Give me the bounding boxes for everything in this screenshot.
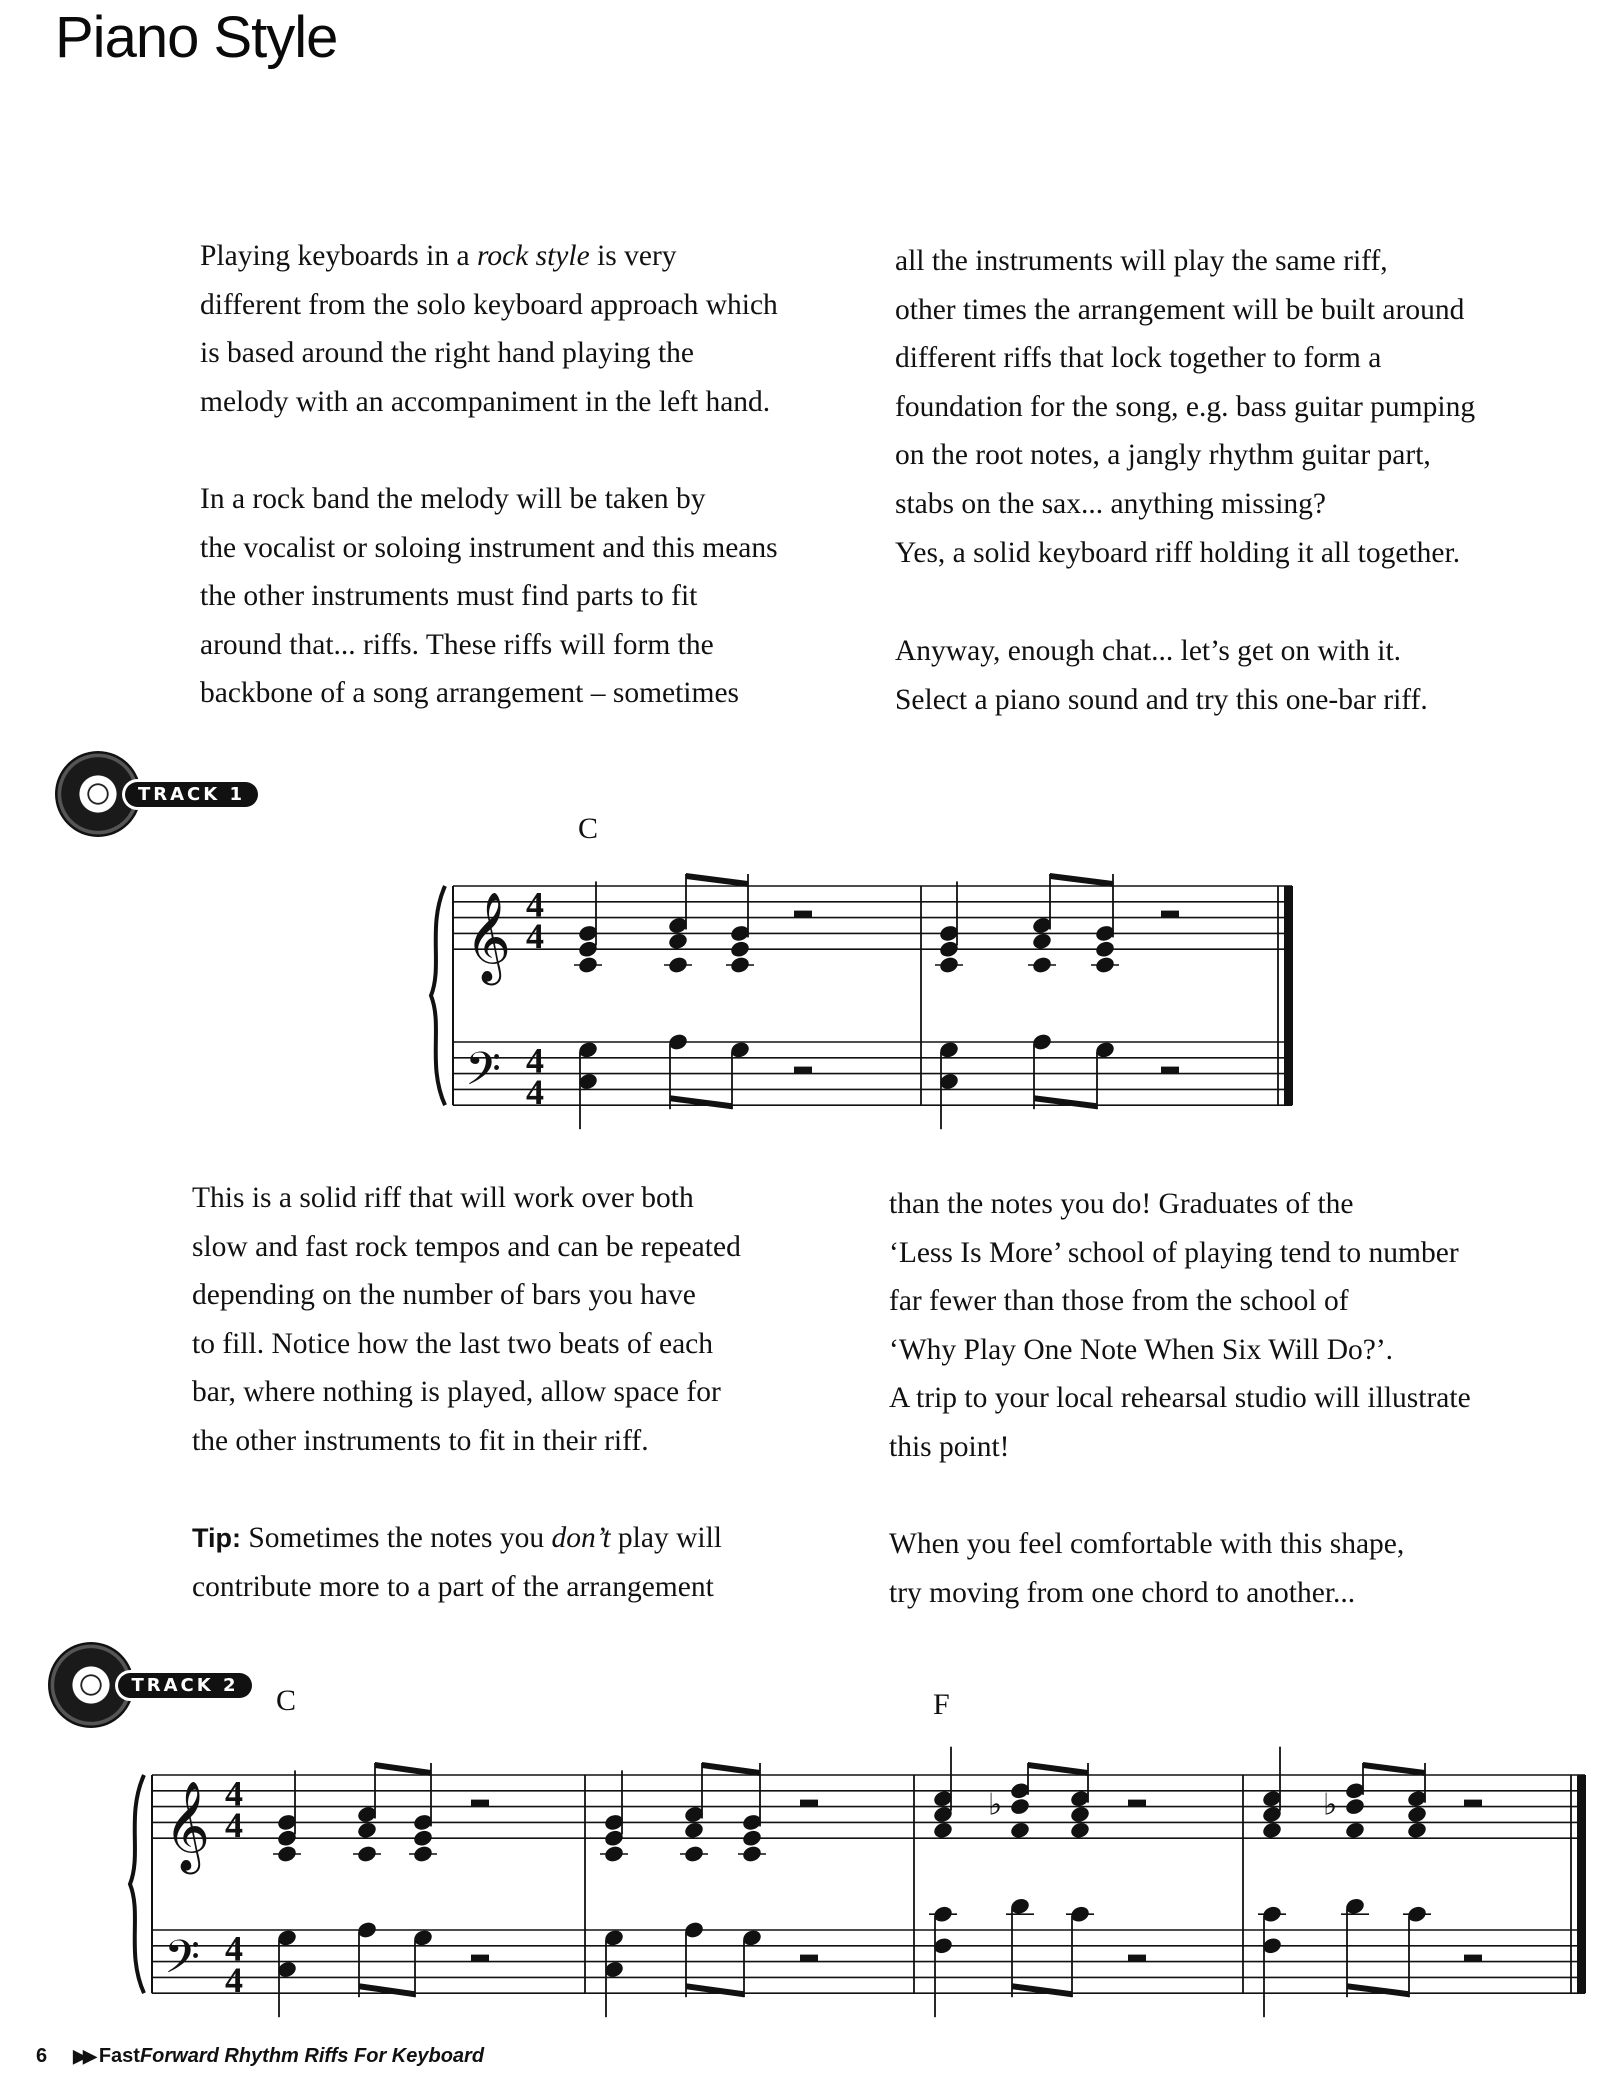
text-line: the vocalist or soloing instrument and this means [200, 531, 778, 564]
brand-name: Fast [98, 2045, 140, 2067]
text-line: depending on the number of bars you have [192, 1279, 696, 1312]
beam [702, 1762, 760, 1776]
beam [686, 873, 748, 887]
notehead [683, 1844, 705, 1864]
beam [1034, 1095, 1097, 1109]
final-barline-thick [1284, 886, 1293, 1105]
text-line: on the root notes, a jangly rhythm guitar part, [895, 439, 1431, 472]
chord-symbol: C [578, 812, 599, 845]
notehead [683, 1820, 705, 1840]
beam [1347, 1983, 1409, 1997]
half-rest [1161, 911, 1179, 918]
page-footer [36, 2045, 484, 2068]
text-run: Playing keyboards in a [200, 240, 477, 272]
notehead [356, 1844, 378, 1864]
half-rest [471, 1800, 489, 1807]
notehead [1009, 1797, 1031, 1817]
beam [1028, 1762, 1088, 1776]
text-run: Sometimes the notes you [241, 1522, 552, 1554]
notehead [667, 931, 689, 951]
beam [359, 1983, 415, 1997]
notehead [938, 955, 960, 975]
final-barline-thick [1577, 1775, 1586, 1993]
time-signature-numerator: 4 [225, 1773, 243, 1814]
page-title: Piano Style [55, 5, 338, 70]
half-rest [1464, 1800, 1482, 1807]
notehead [729, 955, 751, 975]
notehead [1031, 931, 1053, 951]
text-line: bar, where nothing is played, allow space for [192, 1376, 721, 1409]
text-line: Anyway, enough chat... let’s get on with it. [895, 635, 1402, 667]
text-line: When you feel comfortable with this shape, [889, 1528, 1405, 1560]
notehead [1069, 1805, 1091, 1825]
text-line: the other instruments must find parts to fit [200, 580, 698, 613]
emphasis-text: rock style [476, 240, 590, 272]
notehead [1094, 939, 1116, 959]
notehead [1344, 1820, 1366, 1840]
text-line: other times the arrangement will be built around [895, 293, 1465, 326]
bass-clef: 𝄢 [465, 1042, 502, 1108]
text-line: backbone of a song arrangement – sometimes [200, 677, 740, 710]
text-line: contribute more to a part of the arrangement [192, 1570, 714, 1603]
notehead [1009, 1820, 1031, 1840]
text-line: In a rock band the melody will be taken by [200, 483, 706, 515]
time-signature-numerator: 4 [526, 884, 544, 925]
time-signature-numerator: 4 [526, 1040, 544, 1081]
text-line: This is a solid riff that will work over both [192, 1182, 694, 1214]
beam [1050, 873, 1113, 887]
flat-sign: ♭ [988, 1787, 1003, 1823]
notehead [1406, 1820, 1428, 1840]
time-signature-denominator: 4 [526, 1072, 544, 1113]
text-line: this point! [889, 1430, 1010, 1463]
text-line: try moving from one chord to another... [889, 1576, 1356, 1609]
text-line: Select a piano sound and try this one-bar riff. [895, 683, 1428, 716]
text-line: slow and fast rock tempos and can be repeated [192, 1230, 741, 1263]
brace [431, 886, 445, 1105]
notehead [932, 1820, 954, 1840]
treble-clef: 𝄞 [465, 892, 512, 983]
chord-symbol: F [933, 1688, 950, 1721]
notehead [603, 1844, 625, 1864]
half-rest [800, 1800, 818, 1807]
text-line: stabs on the sax... anything missing? [895, 487, 1326, 520]
text-line: different riffs that lock together to form a [895, 342, 1382, 375]
half-rest [1128, 1955, 1146, 1962]
beam [1363, 1762, 1425, 1776]
notehead [1031, 955, 1053, 975]
text-line: around that... riffs. These riffs will form the [200, 628, 714, 661]
flat-sign: ♭ [1323, 1787, 1338, 1823]
notehead [1069, 1820, 1091, 1840]
chord-symbol: C [276, 1684, 297, 1717]
half-rest [800, 1955, 818, 1962]
text-line: ‘Why Play One Note When Six Will Do?’. [889, 1333, 1394, 1366]
text-line: A trip to your local rehearsal studio will illustrate [889, 1382, 1471, 1415]
beam [1012, 1983, 1072, 1997]
notehead [577, 955, 599, 975]
notehead [1344, 1797, 1366, 1817]
notehead [356, 1820, 378, 1840]
notehead [412, 1844, 434, 1864]
time-signature-denominator: 4 [526, 916, 544, 957]
tip-label: Tip: [192, 1523, 241, 1553]
notehead [412, 1828, 434, 1848]
brace [130, 1775, 144, 1993]
beam [375, 1762, 431, 1776]
text-line: foundation for the song, e.g. bass guitar pumping [895, 390, 1476, 423]
text-line: melody with an accompaniment in the left hand. [200, 385, 771, 418]
notehead [667, 955, 689, 975]
half-rest [1128, 1800, 1146, 1807]
text-line: ‘Less Is More’ school of playing tend to number [889, 1236, 1459, 1269]
notehead [741, 1844, 763, 1864]
time-signature-denominator: 4 [225, 1805, 243, 1846]
half-rest [1161, 1067, 1179, 1074]
notehead [741, 1828, 763, 1848]
fast-forward-icon: ▶▶ [73, 2046, 93, 2066]
text-run: play will [610, 1522, 722, 1554]
book-title: Forward Rhythm Riffs For Keyboard [139, 2045, 485, 2067]
track-label: TRACK 2 [118, 1673, 252, 1698]
text-line: Yes, a solid keyboard riff holding it all together. [895, 536, 1461, 569]
half-rest [794, 1067, 812, 1074]
notehead [729, 939, 751, 959]
text-line: the other instruments to fit in their riff. [192, 1424, 649, 1457]
time-signature-denominator: 4 [225, 1960, 243, 2001]
text-line: far fewer than those from the school of [889, 1285, 1349, 1318]
text-run: is very [589, 240, 677, 272]
page-number: 6 [36, 2045, 48, 2067]
beam [670, 1095, 732, 1109]
half-rest [1464, 1955, 1482, 1962]
notehead [1406, 1805, 1428, 1825]
text-line: is based around the right hand playing the [200, 337, 695, 370]
bass-clef: 𝄢 [164, 1930, 201, 1996]
notehead [1261, 1820, 1283, 1840]
notehead [276, 1844, 298, 1864]
text-line: different from the solo keyboard approach which [200, 288, 778, 321]
notehead [1094, 955, 1116, 975]
emphasis-text: don’t [551, 1522, 611, 1554]
half-rest [794, 911, 812, 918]
track-label: TRACK 1 [125, 782, 258, 807]
time-signature-numerator: 4 [225, 1928, 243, 1969]
half-rest [471, 1955, 489, 1962]
text-line: than the notes you do! Graduates of the [889, 1188, 1354, 1220]
text-line: all the instruments will play the same riff, [895, 245, 1388, 277]
treble-clef: 𝄞 [164, 1781, 211, 1872]
text-line: to fill. Notice how the last two beats of each [192, 1327, 714, 1360]
beam [686, 1983, 744, 1997]
